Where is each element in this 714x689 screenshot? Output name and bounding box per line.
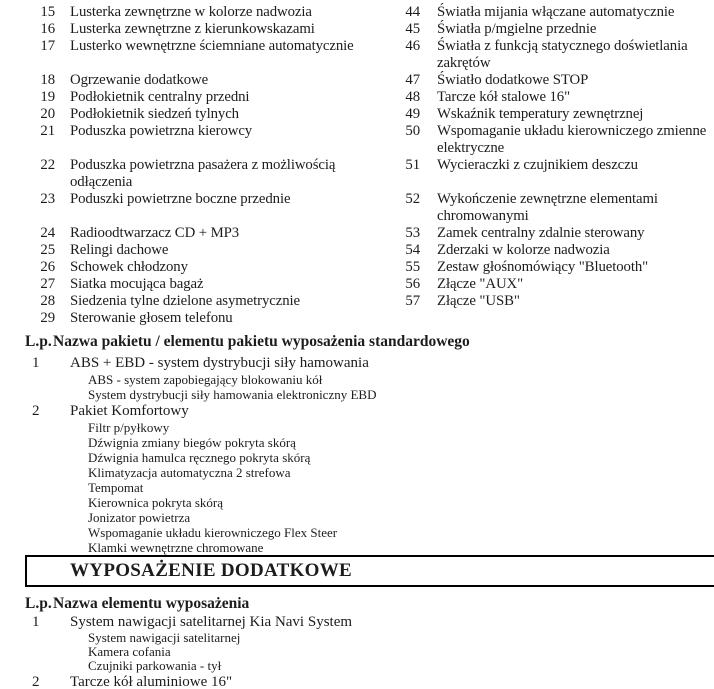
- package-sub-item: Klamki wewnętrzne chromowane: [88, 540, 264, 555]
- equipment-row: [0, 123, 714, 157]
- item-number: 19: [40, 89, 55, 105]
- additional-header-label: Nazwa elementu wyposażenia: [53, 595, 250, 612]
- package-title: ABS + EBD - system dystrybucji siły hamowania: [70, 355, 369, 371]
- item-text: Lusterko wewnętrzne ściemniane automatycznie: [70, 38, 354, 54]
- equipment-row: [0, 225, 714, 242]
- item-text: Radioodtwarzacz CD + MP3: [70, 225, 240, 241]
- item-text: Poduszka powietrzna kierowcy: [70, 123, 253, 139]
- item-text: Lusterka zewnętrzne w kolorze nadwozia: [70, 4, 312, 20]
- item-text: Światła p/mgielne przednie: [437, 21, 597, 37]
- item-text: Wykończenie zewnętrzne elementami chromowanymi: [437, 191, 658, 224]
- item-number: 48: [405, 89, 420, 105]
- item-text: Sterowanie głosem telefonu: [70, 310, 233, 326]
- item-text: Złącze "AUX": [437, 276, 524, 292]
- item-number: 21: [40, 123, 55, 139]
- additional-equipment-section-header: [25, 555, 714, 587]
- item-text: Schowek chłodzony: [70, 259, 188, 275]
- item-number: 28: [40, 293, 55, 309]
- package-head: [0, 402, 714, 420]
- item-text: Wycieraczki z czujnikiem deszczu: [437, 157, 638, 173]
- package-item: [0, 673, 714, 689]
- item-text: Siatka mocująca bagaż: [70, 276, 204, 292]
- package-title: Pakiet Komfortowy: [70, 403, 189, 419]
- item-number: 20: [40, 106, 55, 122]
- package-number: 1: [32, 614, 40, 630]
- item-number: 25: [40, 242, 55, 258]
- equipment-row: [0, 4, 714, 21]
- item-number: [400, 310, 420, 327]
- item-text: Zamek centralny zdalnie sterowany: [437, 225, 645, 241]
- package-sub-item: Jonizator powietrza: [88, 510, 191, 525]
- item-text: [420, 310, 714, 327]
- package-sub-item: Dźwignia zmiany biegów pokryta skórą: [88, 435, 296, 450]
- item-text: Tarcze kół stalowe 16": [437, 89, 571, 105]
- package-item: [0, 402, 714, 555]
- package-sub-item: Filtr p/pyłkowy: [88, 420, 170, 435]
- package-head: [0, 613, 714, 631]
- item-number: 18: [40, 72, 55, 88]
- item-number: 49: [405, 106, 420, 122]
- item-text: Poduszka powietrzna pasażera z możliwością odłączenia: [70, 157, 336, 190]
- equipment-row: [0, 276, 714, 293]
- additional-equipment-list: [0, 613, 714, 689]
- package-sub-item: System nawigacji satelitarnej: [88, 630, 241, 645]
- equipment-row: [0, 293, 714, 310]
- item-number: 56: [405, 276, 420, 292]
- package-number: 1: [32, 355, 40, 371]
- package-item: [0, 613, 714, 673]
- item-text: Relingi dachowe: [70, 242, 169, 258]
- item-number: 16: [40, 21, 55, 37]
- package-sub-item: Kamera cofania: [88, 644, 171, 659]
- item-text: Światła mijania włączane automatycznie: [437, 4, 675, 20]
- package-item: [0, 354, 714, 402]
- package-sub-item: Kierownica pokryta skórą: [88, 495, 224, 510]
- item-number: 53: [405, 225, 420, 241]
- item-number: 55: [405, 259, 420, 275]
- package-sub-item: Dźwignia hamulca ręcznego pokryta skórą: [88, 450, 311, 465]
- equipment-row: [0, 106, 714, 123]
- item-number: 52: [405, 191, 420, 207]
- item-text: Wspomaganie układu kierowniczego zmienne elektryczne: [437, 123, 707, 156]
- item-number: 23: [40, 191, 55, 207]
- item-number: 26: [40, 259, 55, 275]
- package-sub-item: Klimatyzacja automatyczna 2 strefowa: [88, 465, 291, 480]
- item-text: Złącze "USB": [437, 293, 520, 309]
- package-sub-item: Tempomat: [88, 480, 144, 495]
- item-text: Podłokietnik siedzeń tylnych: [70, 106, 239, 122]
- package-number: 2: [32, 403, 40, 419]
- item-number: 24: [40, 225, 55, 241]
- equipment-row: [0, 310, 714, 327]
- additional-table-header: [25, 595, 714, 613]
- item-number: 22: [40, 157, 55, 173]
- equipment-row: [0, 89, 714, 106]
- equipment-row: [0, 21, 714, 38]
- item-text: Wskaźnik temperatury zewnętrznej: [437, 106, 644, 122]
- item-text: Zestaw głośnomówiący "Bluetooth": [437, 259, 649, 275]
- lp-column-label: L.p.: [25, 333, 52, 350]
- equipment-row: [0, 157, 714, 191]
- item-text: Ogrzewanie dodatkowe: [70, 72, 209, 88]
- equipment-row: [0, 72, 714, 89]
- package-head: [0, 673, 714, 689]
- package-number: 2: [32, 674, 40, 689]
- item-text: Lusterka zewnętrzne z kierunkowskazami: [70, 21, 315, 37]
- section-title: WYPOSAŻENIE DODATKOWE: [70, 560, 353, 581]
- item-number: 15: [40, 4, 55, 20]
- item-number: 45: [405, 21, 420, 37]
- package-sub-item: Wspomaganie układu kierowniczego Flex Steer: [88, 525, 338, 540]
- package-sub-item: System dystrybucji siły hamowania elektroniczny EBD: [88, 387, 377, 402]
- item-text: Światła z funkcją statycznego doświetlania zakrętów: [437, 38, 688, 71]
- item-text: Poduszki powietrzne boczne przednie: [70, 191, 291, 207]
- item-number: 50: [405, 123, 420, 139]
- item-text: Siedzenia tylne dzielone asymetrycznie: [70, 293, 300, 309]
- item-number: 46: [405, 38, 420, 54]
- item-number: 51: [405, 157, 420, 173]
- lp-column-label: L.p.: [25, 595, 52, 612]
- package-title: Tarcze kół aluminiowe 16": [70, 674, 233, 689]
- item-number: 47: [405, 72, 420, 88]
- equipment-row: [0, 38, 714, 72]
- item-number: 57: [405, 293, 420, 309]
- packages-table-header: [25, 333, 714, 351]
- item-text: Światło dodatkowe STOP: [437, 72, 589, 88]
- equipment-row: [0, 242, 714, 259]
- standard-equipment-two-column-list: [0, 4, 714, 327]
- package-head: [0, 354, 714, 372]
- item-text: Podłokietnik centralny przedni: [70, 89, 250, 105]
- item-number: 17: [40, 38, 55, 54]
- item-text: Zderzaki w kolorze nadwozia: [437, 242, 610, 258]
- package-title: System nawigacji satelitarnej Kia Navi System: [70, 614, 353, 630]
- item-number: 27: [40, 276, 55, 292]
- standard-packages-list: [0, 354, 714, 555]
- equipment-row: [0, 259, 714, 276]
- packages-header-label: Nazwa pakietu / elementu pakietu wyposażenia standardowego: [53, 333, 470, 350]
- item-number: 29: [40, 310, 55, 326]
- package-sub-item: ABS - system zapobiegający blokowaniu kół: [88, 372, 323, 387]
- item-number: 44: [405, 4, 420, 20]
- equipment-row: [0, 191, 714, 225]
- package-sub-item: Czujniki parkowania - tył: [88, 658, 222, 673]
- item-number: 54: [405, 242, 420, 258]
